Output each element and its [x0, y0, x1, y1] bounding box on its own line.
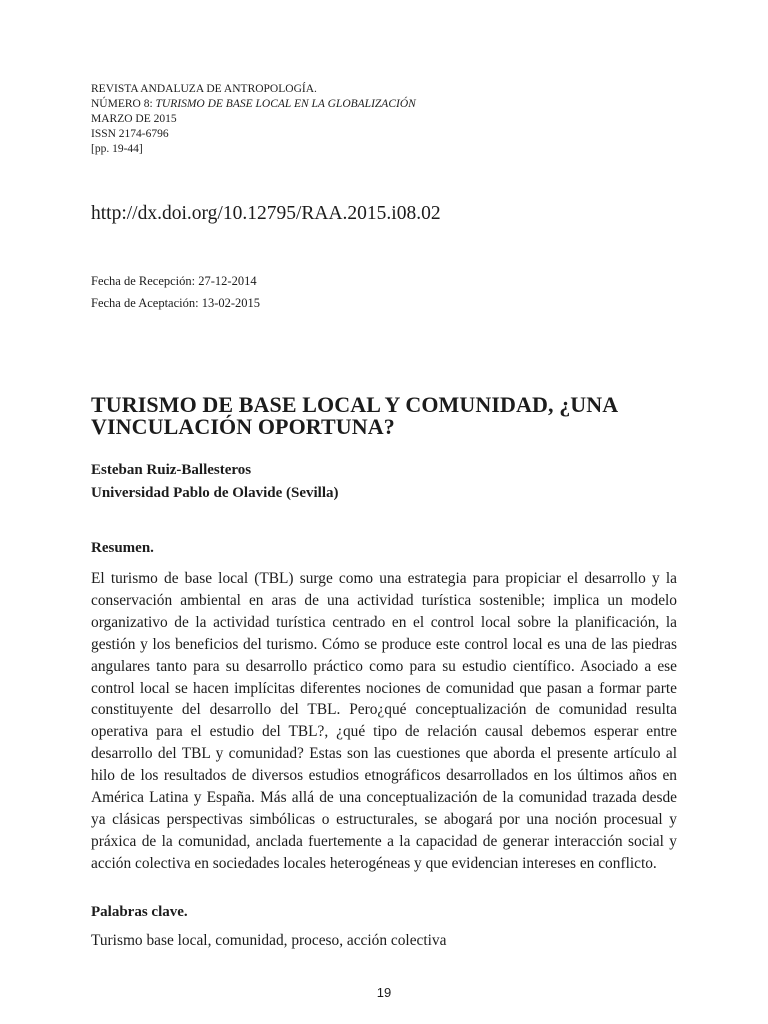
accepted-date: Fecha de Aceptación: 13-02-2015 [91, 296, 261, 310]
page-range: [pp. 19-44] [91, 143, 143, 155]
journal-name: REVISTA ANDALUZA DE ANTROPOLOGÍA. [91, 83, 317, 95]
abstract-heading: Resumen. [91, 540, 154, 556]
article-title: TURISMO DE BASE LOCAL Y COMUNIDAD, ¿UNA VINCULACIÓN OPORTUNA? [91, 392, 618, 439]
received-date: Fecha de Recepción: 27-12-2014 [91, 274, 257, 288]
author-name: Esteban Ruiz-Ballesteros [91, 462, 252, 478]
doi-link[interactable]: http://dx.doi.org/10.12795/RAA.2015.i08.02 [91, 203, 441, 224]
keywords-text: Turismo base local, comunidad, proceso, acción colectiva [91, 932, 447, 949]
issue-title: TURISMO DE BASE LOCAL EN LA GLOBALIZACIÓN [155, 98, 416, 110]
abstract-text: El turismo de base local (TBL) surge como una estrategia para propiciar el desarrollo y la conservación ambiental en aras de una actividad turística sostenible; implica un modelo organizativo de la actividad turística centrado en el control local sobre la planificación, la gestión y los beneficios del turismo. Cómo se produce este control local es una de las piedras angulares tanto para su desarrollo práctico como para su estudio científico. Asociado a ese control local se hacen implícitas diferentes nociones de comunidad que pasan a formar parte constituyente del desarrollo del TBL. Pero¿qué conceptualización de comunidad resulta operativa para el estudio del TBL?, ¿qué tipo de relación causal debemos esperar entre desarrollo del TBL y comunidad? Estas son las cuestiones que aborda el presente artículo al hilo de los resultados de diversos estudios etnográficos desarrollados en los últimos años en América Latina y España. Más allá de una conceptualización de la comunidad trazada desde ya clásicas perspectivas simbólicas o estructurales, se abogará por una noción procesual y práxica de la comunidad, anclada fuertemente a la capacidad de generar interacción social y acción colectiva en sociedades locales heterogéneas y que evidencian intereses en conflicto. [91, 570, 677, 872]
journal-header [91, 82, 416, 157]
issue-date: MARZO DE 2015 [91, 113, 177, 125]
keywords-heading: Palabras clave. [91, 904, 188, 920]
issn: ISSN 2174-6796 [91, 128, 169, 140]
issue-number: NÚMERO 8: [91, 98, 153, 110]
submission-dates [91, 270, 260, 314]
author-block [91, 459, 339, 505]
author-affiliation: Universidad Pablo de Olavide (Sevilla) [91, 485, 339, 501]
issue-line [91, 97, 416, 112]
page-number: 19 [376, 985, 392, 1000]
